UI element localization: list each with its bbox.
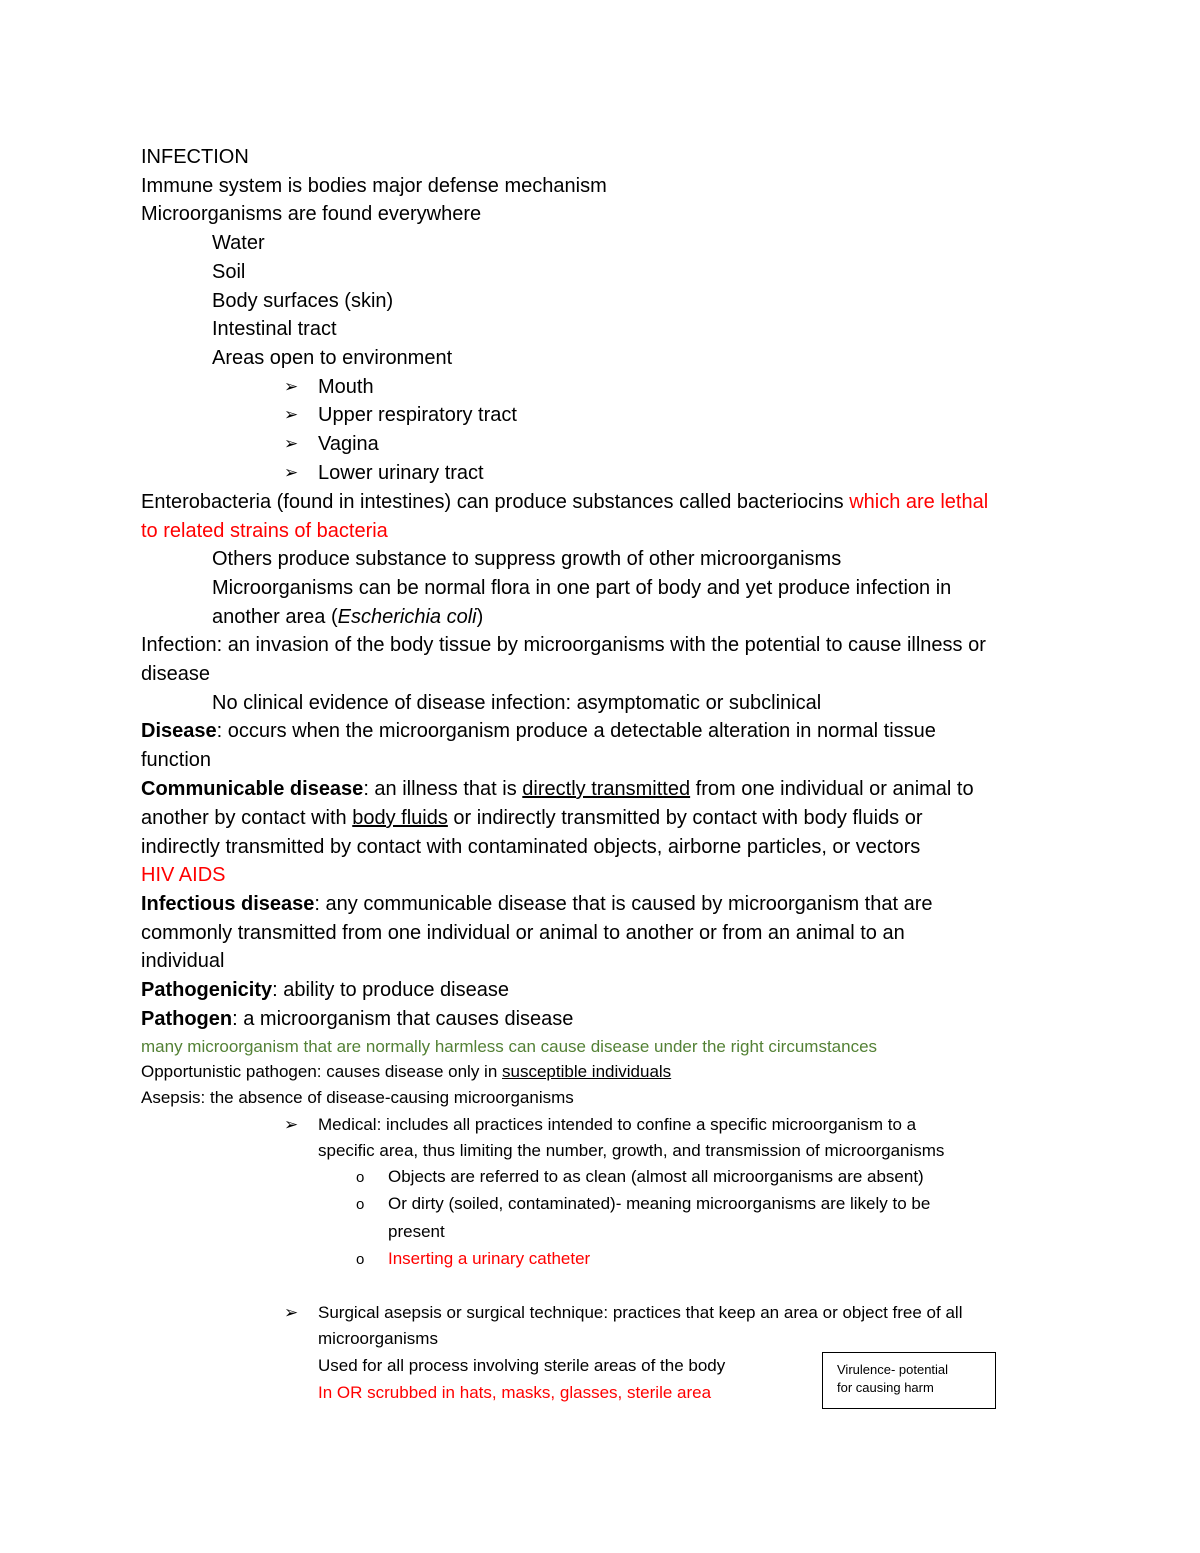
normal-flora-text: another area ( xyxy=(212,606,338,628)
opportunistic-text: Opportunistic pathogen: causes disease only in xyxy=(141,1062,503,1081)
virulence-line: Virulence- potential xyxy=(837,1362,949,1377)
opportunistic-definition xyxy=(141,1060,671,1084)
arrow-bullet-icon: ➢ xyxy=(284,463,299,482)
lethal-highlight: which are lethal xyxy=(849,491,989,513)
sterile-use-line: Used for all process involving sterile areas of the body xyxy=(318,1356,726,1375)
clean-line: Objects are referred to as clean (almost all microorganisms are absent) xyxy=(388,1167,924,1186)
arrow-bullet-icon: ➢ xyxy=(284,1303,299,1322)
communicable-definition xyxy=(141,776,974,802)
open-area-item: Upper respiratory tract xyxy=(318,404,517,426)
pathogenicity-term: Pathogenicity xyxy=(141,979,273,1001)
catheter-line: Inserting a urinary catheter xyxy=(388,1249,591,1268)
circle-bullet-icon: o xyxy=(356,1196,365,1213)
open-area-item: Mouth xyxy=(318,376,374,398)
surgical-asepsis-line-2: microorganisms xyxy=(318,1329,438,1348)
normal-flora-close: ) xyxy=(476,606,484,628)
communicable-text-3: another by contact with xyxy=(141,807,353,829)
others-line: Others produce substance to suppress growth of other microorganisms xyxy=(212,548,842,570)
open-area-item: Vagina xyxy=(318,433,379,455)
circle-bullet-icon: o xyxy=(356,1169,365,1186)
pathogen-definition xyxy=(141,1006,573,1032)
normal-flora-line-2 xyxy=(212,604,483,630)
surgical-asepsis-line: Surgical asepsis or surgical technique: practices that keep an area or object free of all xyxy=(318,1303,963,1322)
circle-bullet-icon: o xyxy=(356,1251,365,1268)
infectious-text: : any communicable disease that is caused by microorganism that are xyxy=(314,893,933,915)
infection-definition-cont: disease xyxy=(141,663,210,685)
communicable-text-2: from one individual or animal to xyxy=(690,778,974,800)
arrow-bullet-icon: ➢ xyxy=(284,377,299,396)
communicable-definition-2 xyxy=(141,805,923,831)
hiv-aids-note: HIV AIDS xyxy=(141,864,226,886)
disease-def-text: : occurs when the microorganism produce a detectable alteration in normal tissue xyxy=(216,720,936,742)
asepsis-definition: Asepsis: the absence of disease-causing microorganisms xyxy=(141,1088,574,1107)
arrow-bullet-icon: ➢ xyxy=(284,434,299,453)
place-item: Areas open to environment xyxy=(212,347,453,369)
infectious-definition xyxy=(141,891,932,917)
line-micro-everywhere: Microorganisms are found everywhere xyxy=(141,203,482,225)
communicable-text-4: or indirectly transmitted by contact with body fluids or xyxy=(447,807,923,829)
dirty-line: Or dirty (soiled, contaminated)- meaning microorganisms are likely to be xyxy=(388,1194,931,1213)
doc-title: INFECTION xyxy=(141,146,249,168)
virulence-text-box xyxy=(822,1352,996,1409)
infectious-definition-2: commonly transmitted from one individual or animal to another or from an animal to an xyxy=(141,922,905,944)
medical-asepsis-line-2: specific area, thus limiting the number, growth, and transmission of microorganisms xyxy=(318,1141,945,1160)
place-item: Body surfaces (skin) xyxy=(212,290,394,312)
place-item: Intestinal tract xyxy=(212,318,337,340)
dirty-line-2: present xyxy=(388,1222,445,1241)
or-note-line: In OR scrubbed in hats, masks, glasses, sterile area xyxy=(318,1383,712,1402)
disease-definition xyxy=(141,718,936,744)
arrow-bullet-icon: ➢ xyxy=(284,1115,299,1134)
pathogenicity-definition xyxy=(141,977,509,1003)
harmless-microorganism-note: many microorganism that are normally harmless can cause disease under the right circumstances xyxy=(141,1037,878,1056)
arrow-bullet-icon: ➢ xyxy=(284,405,299,424)
susceptible-underline: susceptible individuals xyxy=(502,1062,672,1081)
ecoli-italic: Escherichia coli xyxy=(337,606,477,628)
virulence-line-2: for causing harm xyxy=(837,1380,934,1395)
communicable-definition-3: indirectly transmitted by contact with contaminated objects, airborne particles, or vectors xyxy=(141,836,921,858)
infectious-definition-3: individual xyxy=(141,950,225,972)
disease-term: Disease xyxy=(141,720,217,742)
body-fluids-underline: body fluids xyxy=(352,807,448,829)
pathogenicity-text: : ability to produce disease xyxy=(272,979,509,1001)
enterobacteria-line xyxy=(141,489,988,515)
no-clinical-line: No clinical evidence of disease infection: asymptomatic or subclinical xyxy=(212,692,822,714)
communicable-text: : an illness that is xyxy=(363,778,523,800)
pathogen-text: : a microorganism that causes disease xyxy=(232,1008,574,1030)
line-immune: Immune system is bodies major defense mechanism xyxy=(141,175,607,197)
communicable-term: Communicable disease xyxy=(141,778,364,800)
pathogen-term: Pathogen xyxy=(141,1008,233,1030)
infection-definition: Infection: an invasion of the body tissue by microorganisms with the potential to cause illness or xyxy=(141,634,986,656)
open-area-item: Lower urinary tract xyxy=(318,462,484,484)
disease-definition-cont: function xyxy=(141,749,212,771)
infectious-term: Infectious disease xyxy=(141,893,315,915)
place-item: Water xyxy=(212,232,265,254)
lethal-highlight-cont: to related strains of bacteria xyxy=(141,520,388,542)
normal-flora-line: Microorganisms can be normal flora in one part of body and yet produce infection in xyxy=(212,577,952,599)
enterobacteria-text: Enterobacteria (found in intestines) can produce substances called bacteriocins xyxy=(141,491,850,513)
directly-transmitted-underline: directly transmitted xyxy=(522,778,691,800)
place-item: Soil xyxy=(212,261,246,283)
medical-asepsis-line: Medical: includes all practices intended to confine a specific microorganism to a xyxy=(318,1115,917,1134)
